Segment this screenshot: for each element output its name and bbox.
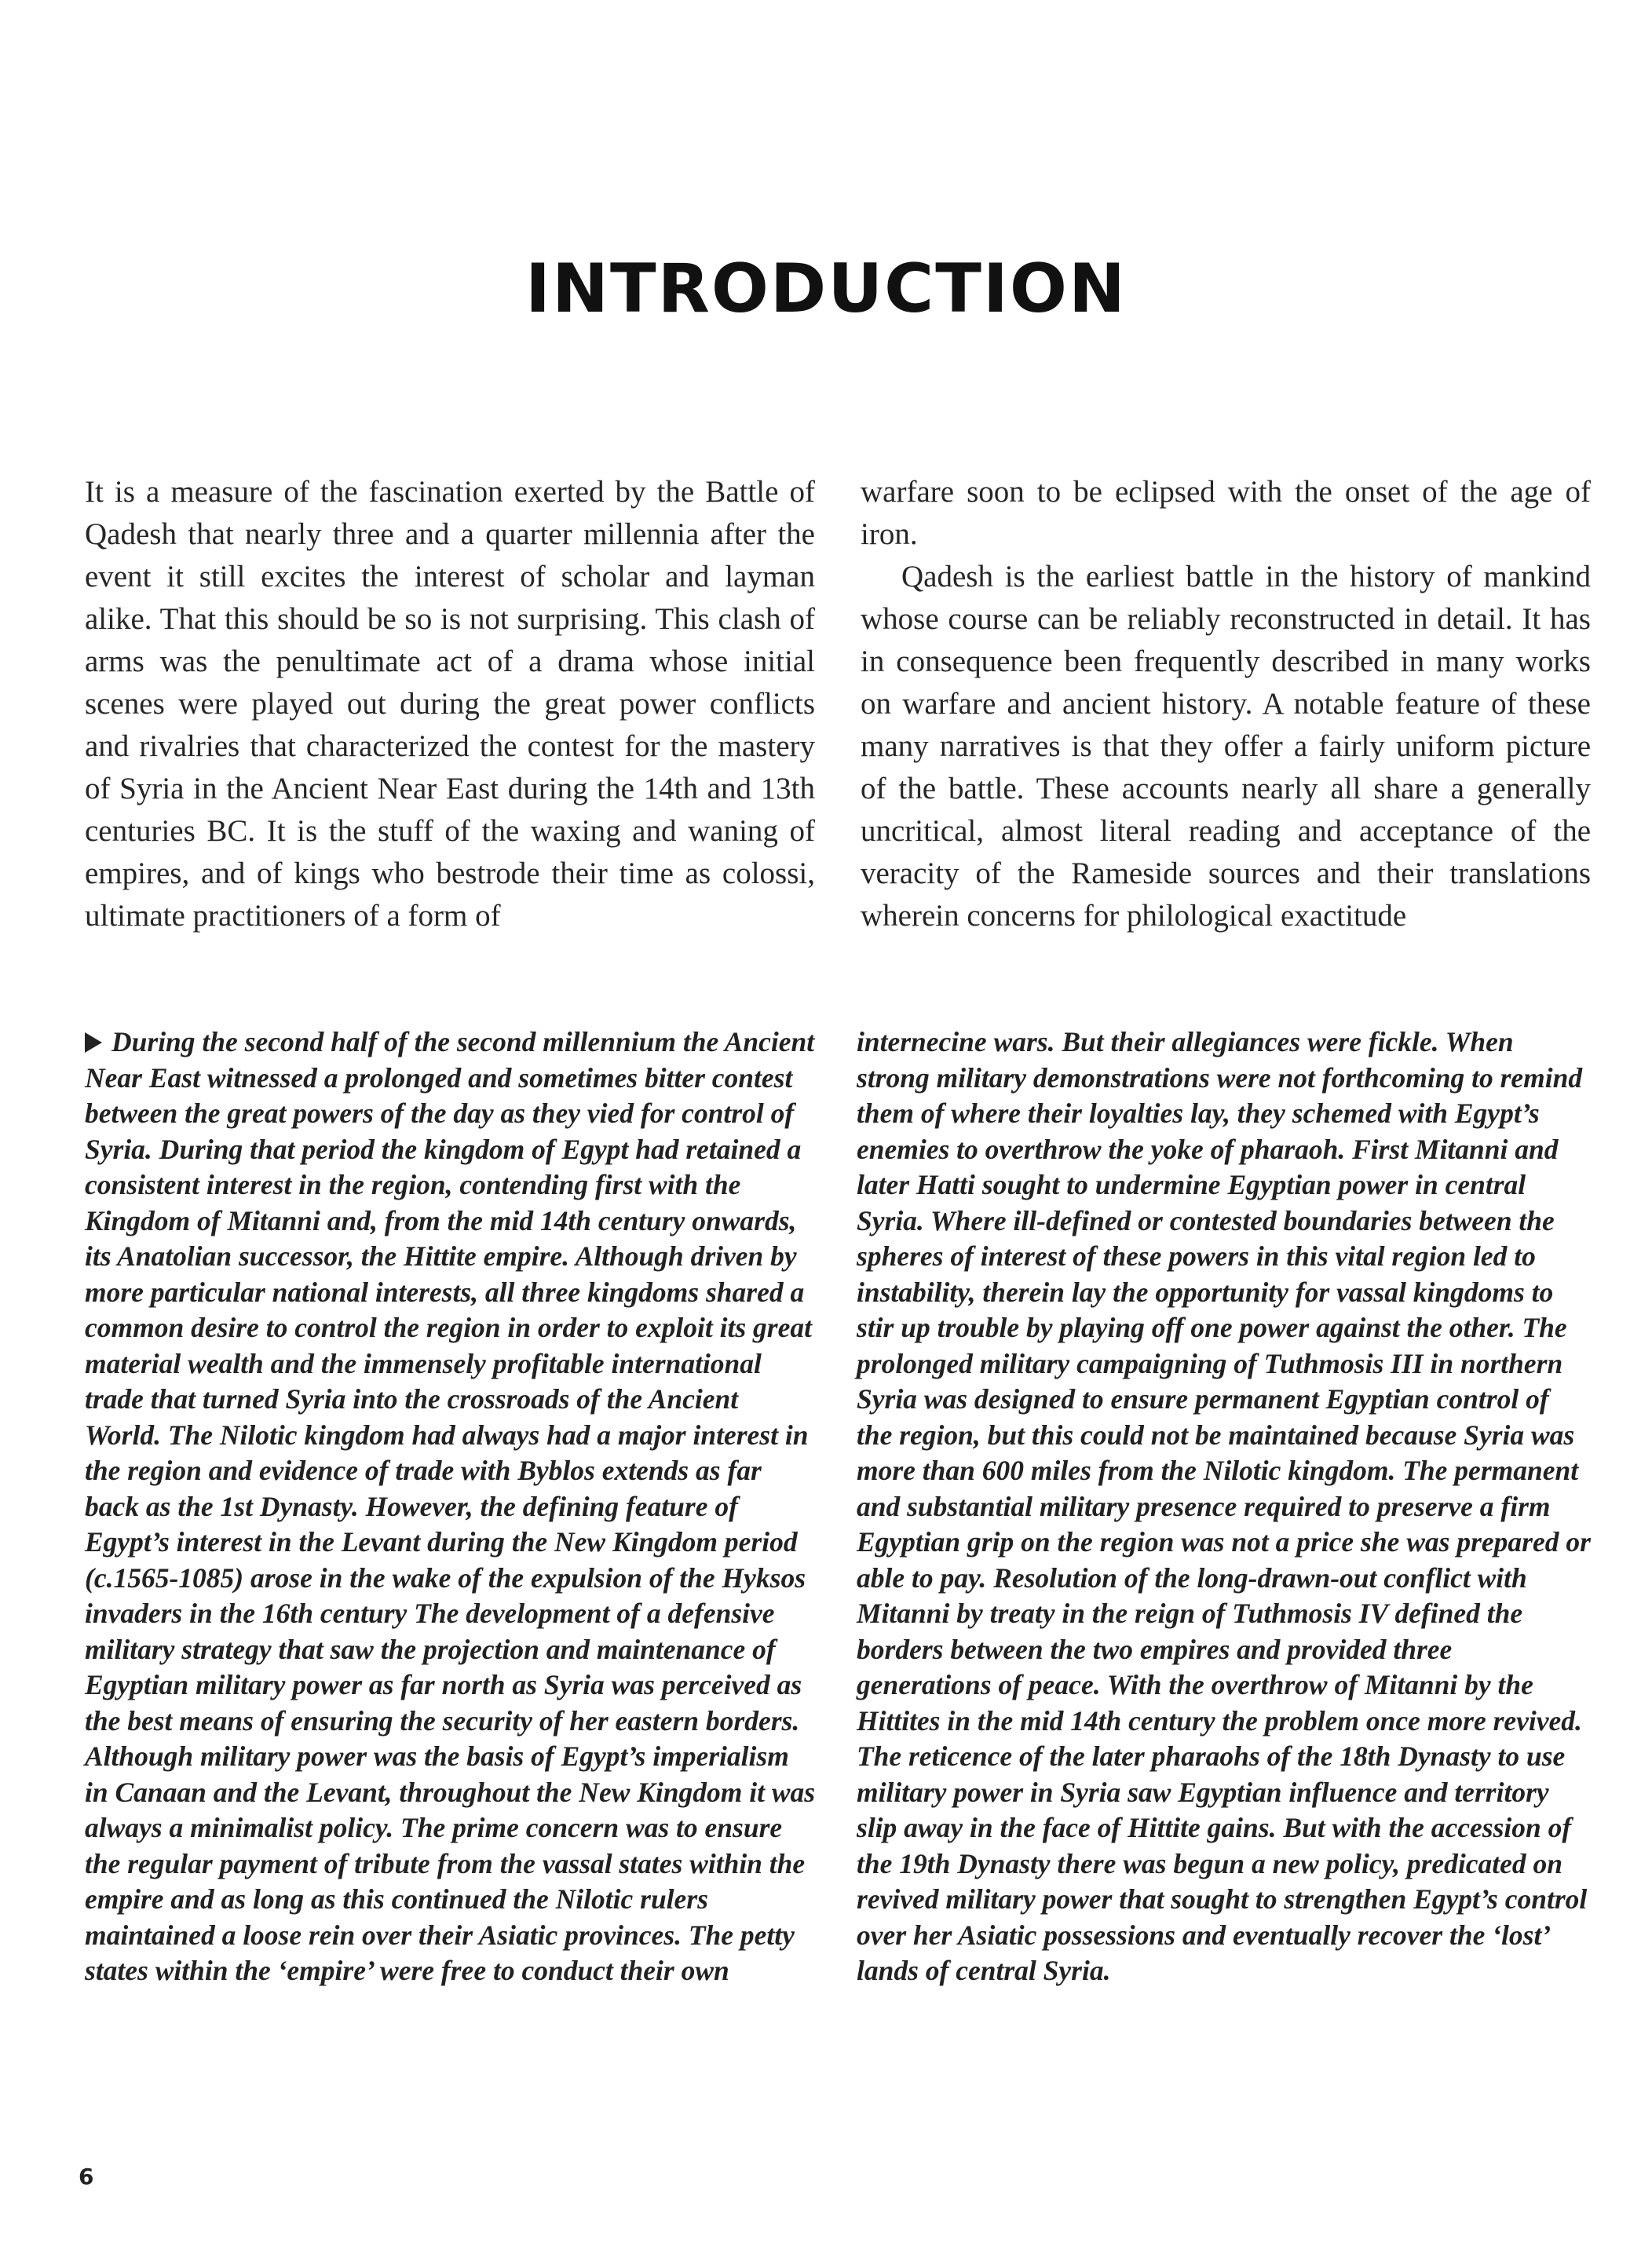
caption-left-text: During the second half of the second millennium the Ancient Near East witnessed a prolonged and sometimes bitter contest between the great powers of the day as they vied for control of Syria. During that period the kingdom of Egypt had retained a consistent interest in the region, contending first with the Kingdom of Mitanni and, from the mid 14th century onwards, its Anatolian successor, the Hittite empire. Although driven by more particular national interests, all three kingdoms shared a common desire to control the region in order to exploit its great material wealth and the immensely profitable international trade that turned Syria into the crossroads of the Ancient World. The Nilotic kingdom had always had a major interest in the region and evidence of trade with Byblos extends as far back as the 1st Dynasty. However, the defining feature of Egypt’s interest in the Levant during the New Kingdom period (c.1565-1085) arose in the wake of the expulsion of the Hyksos invaders in the 16th century The development of a defensive military strategy that saw the projection and maintenance of Egyptian military power as far north as Syria was perceived as the best means of ensuring the security of her eastern borders. Although military power was the basis of Egypt’s imperialism in Canaan and the Levant, throughout the New Kingdom it was always a minimalist policy. The prime concern was to ensure the regular payment of tribute from the vassal states within the empire and as long as this continued the Nilotic rulers maintained a loose rein over their Asiatic provinces. The petty states within the ‘empire’ were free to conduct their own: [85, 1026, 816, 1986]
page-number: 6: [79, 2164, 94, 2189]
intro-paragraph-2: Qadesh is the earliest battle in the history of mankind whose course can be reliably reconstructed in detail. It has in consequence been frequently described in many works on warfare and ancient history. A notable feature of these many narratives is that they offer a fairly uniform picture of the battle. These accounts nearly all share a generally uncritical, almost literal reading and acceptance of the veracity of the Rameside sources and their translations wherein concerns for philological exactitude: [861, 560, 1591, 933]
left-text-column: [85, 471, 815, 937]
caption-right-column: [857, 1024, 1591, 1989]
caption-block: [85, 1024, 1591, 1989]
right-text-column: [861, 471, 1591, 937]
main-text-columns: [85, 471, 1591, 937]
caption-left-column: [85, 1024, 819, 1989]
caption-paragraph-left: [85, 1024, 819, 1989]
caption-paragraph-right: internecine wars. But their allegiances were fickle. When strong military demonstrations were not forthcoming to remind them of where their loyalties lay, they schemed with Egypt’s enemies to overthrow the yoke of pharaoh. First Mitanni and later Hatti sought to undermine Egyptian power in central Syria. Where ill-defined or contested boundaries between the spheres of interest of these powers in this vital region led to instability, therein lay the opportunity for vassal kingdoms to stir up trouble by playing off one power against the other. The prolonged military campaigning of Tuthmosis III in northern Syria was designed to ensure permanent Egyptian control of the region, but this could not be maintained because Syria was more than 600 miles from the Nilotic kingdom. The permanent and substantial military presence required to preserve a firm Egyptian grip on the region was not a price she was prepared or able to pay. Resolution of the long-drawn-out conflict with Mitanni by treaty in the reign of Tuthmosis IV defined the borders between the two empires and provided three generations of peace. With the overthrow of Mitanni by the Hittites in the mid 14th century the problem once more revived. The reticence of the later pharaohs of the 18th Dynasty to use military power in Syria saw Egyptian influence and territory slip away in the face of Hittite gains. But with the accession of the 19th Dynasty there was begun a new policy, predicated on revived military power that sought to strengthen Egypt’s control over her Asiatic possessions and eventually recover the ‘lost’ lands of central Syria.: [857, 1026, 1591, 1986]
right-triangle-arrow-icon: [85, 1032, 102, 1053]
intro-paragraph-continuation: warfare soon to be eclipsed with the onset of the age of iron.: [861, 475, 1591, 551]
intro-paragraph-1: It is a measure of the fascination exerted by the Battle of Qadesh that nearly three and a quarter millennia after the event it still excites the interest of scholar and layman alike. That this should be so is not surprising. This clash of arms was the penultimate act of a drama whose initial scenes were played out during the great power conflicts and rivalries that characterized the contest for the mastery of Syria in the Ancient Near East during the 14th and 13th centuries BC. It is the stuff of the waxing and waning of empires, and of kings who bestrode their time as colossi, ultimate practitioners of a form of: [85, 475, 815, 933]
page-title: INTRODUCTION: [524, 250, 1128, 328]
